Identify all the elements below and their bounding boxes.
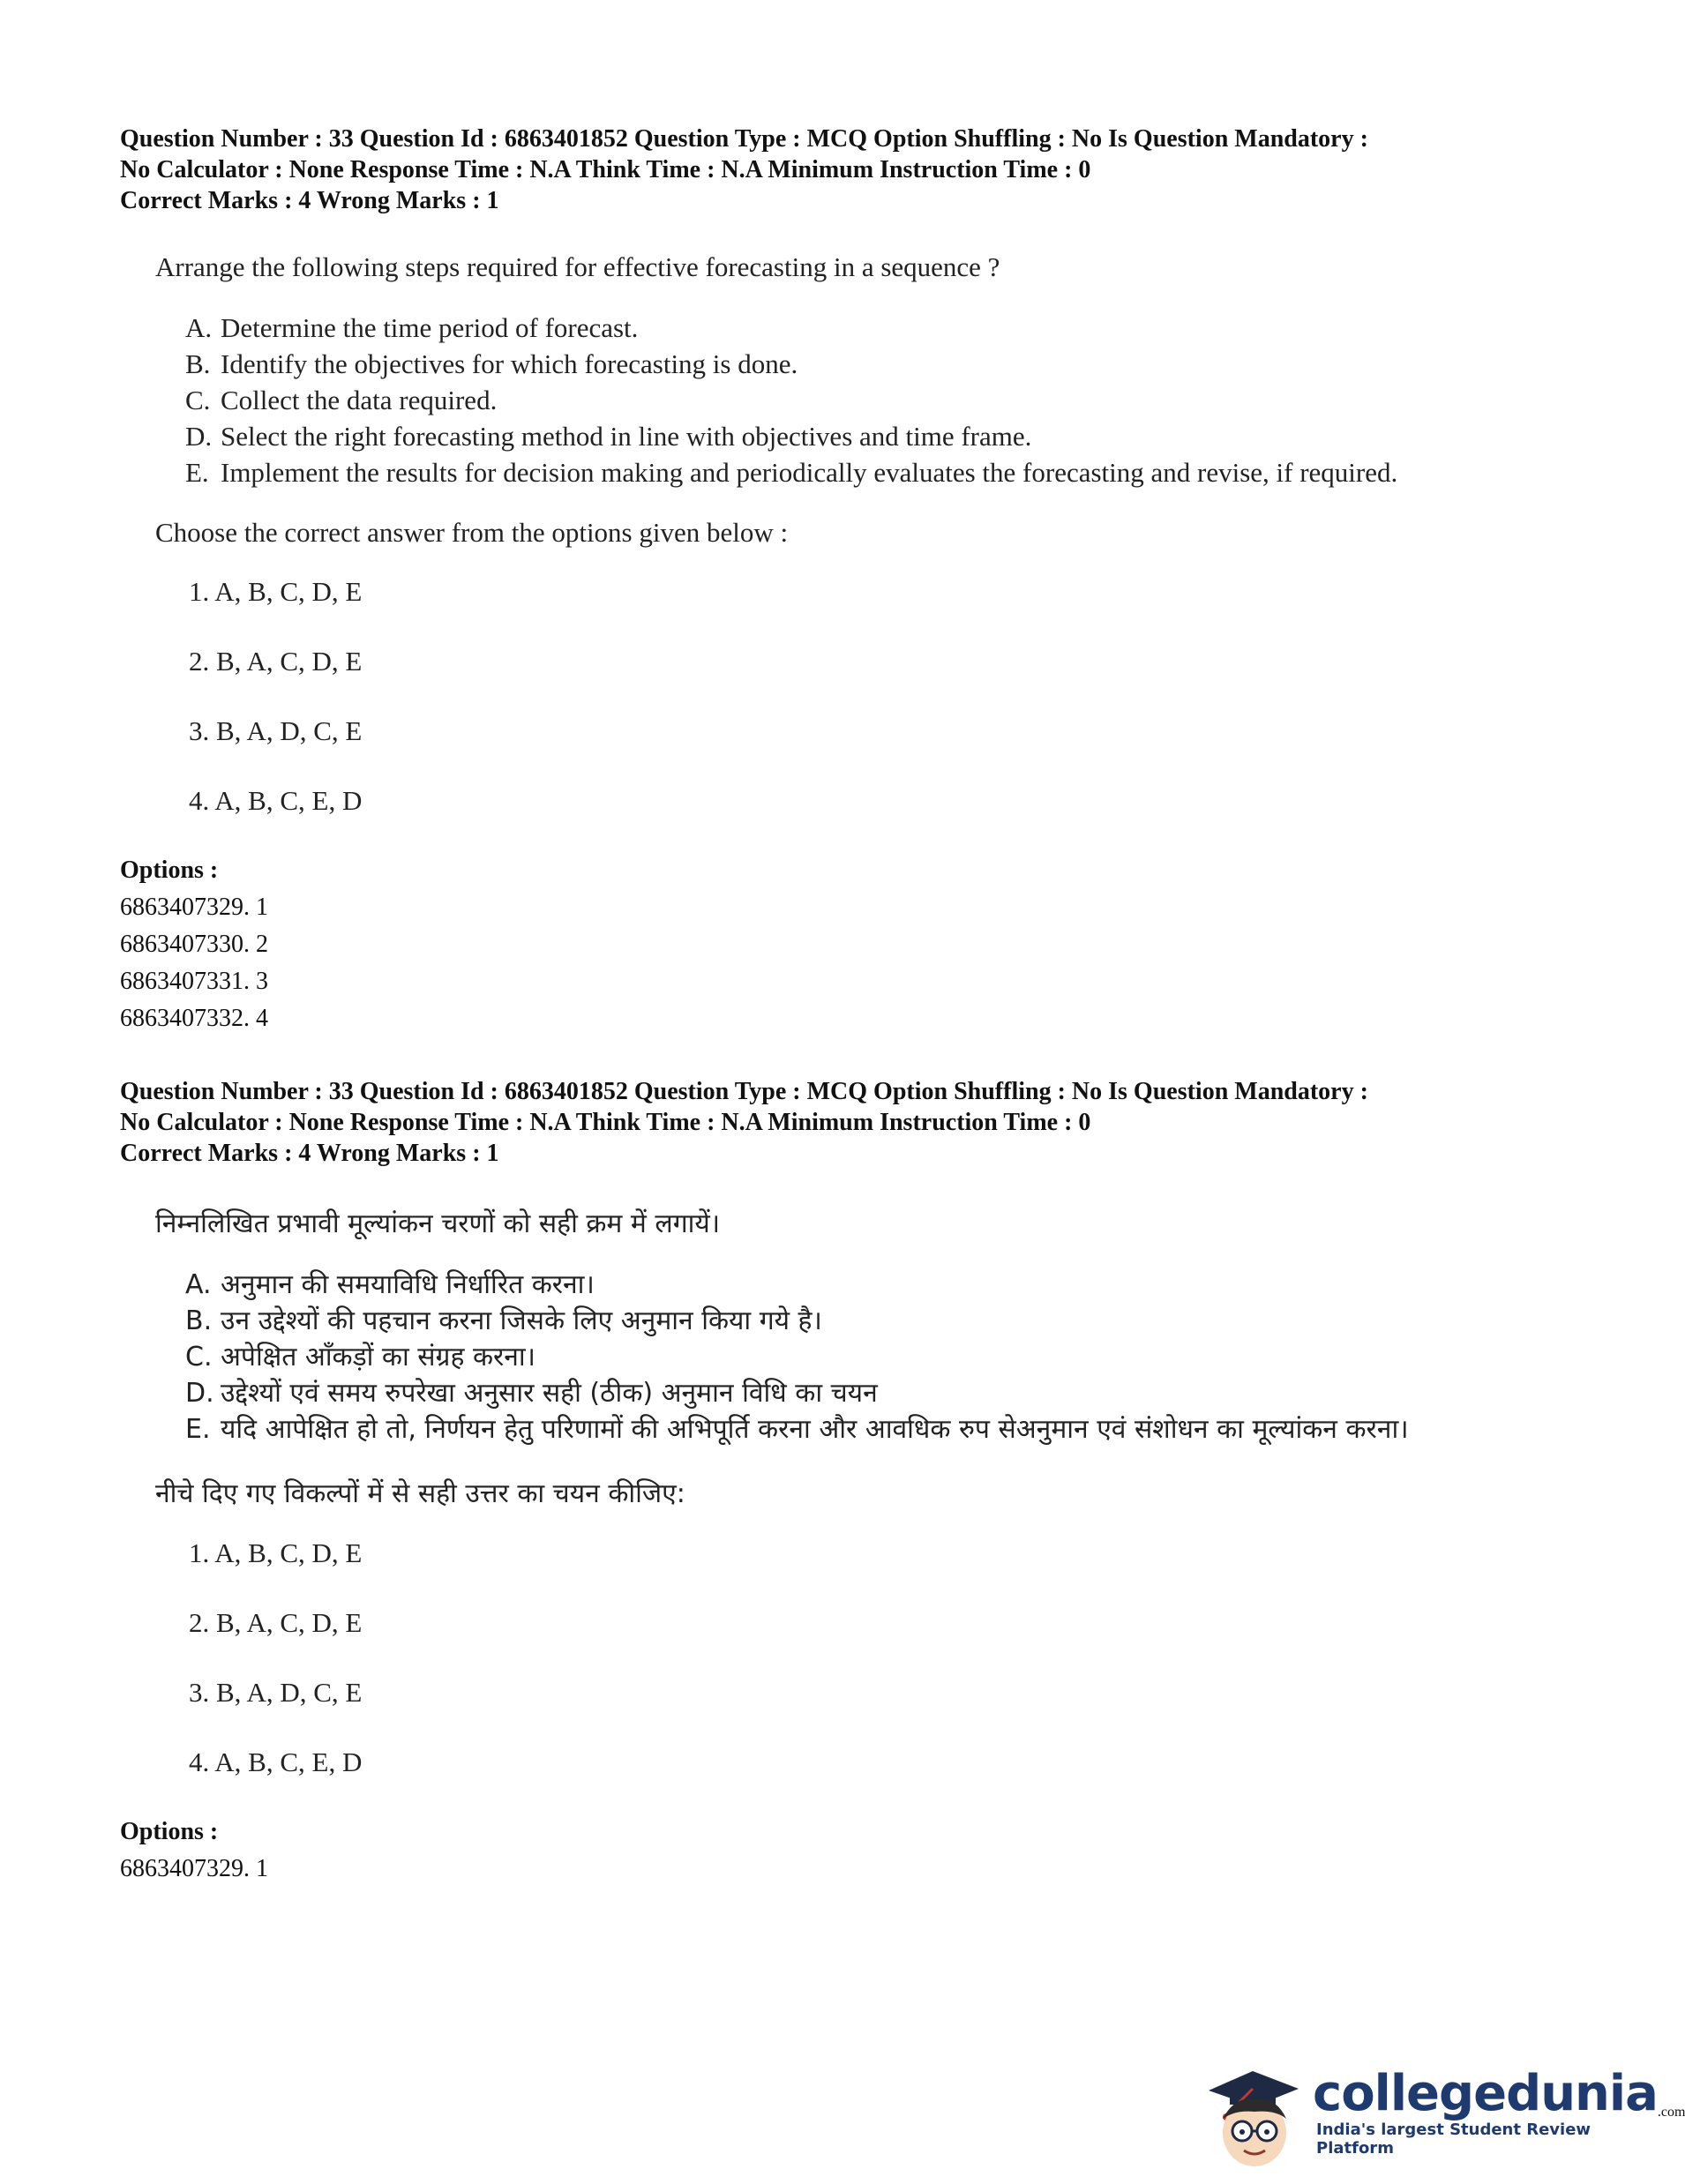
question-header [120,123,1531,216]
answer-choice: 1. A, B, C, D, E [189,1537,363,1568]
step-text: Determine the time period of forecast. [221,312,639,343]
question-body [155,251,1531,819]
step-item [185,1339,1531,1375]
question-block-hindi [120,1076,1531,1884]
step-label: C. [185,385,211,415]
answer-choice: 2. B, A, C, D, E [189,646,363,677]
choose-instruction: नीचे दिए गए विकल्पों में से सही उत्तर का चयन कीजिए: [155,1478,685,1509]
step-text: Identify the objectives for which forecasting is done. [221,348,798,379]
brand-name: collegedunia [1313,2065,1658,2122]
choose-instruction: Choose the correct answer from the options given below : [155,517,789,548]
steps-list [185,310,1531,490]
option-id: 6863407331. 3 [120,968,268,995]
answer-choices [189,573,1531,819]
step-label: B. [185,348,211,379]
question-body [155,1204,1531,1780]
options-list [120,852,1531,1037]
step-item [185,1411,1531,1447]
step-text: उन उद्देश्यों की पहचान करना जिसके लिए अनुमान किया गये है। [221,1305,822,1336]
option-id: 6863407332. 4 [120,1005,268,1032]
step-text: यदि आपेक्षित हो तो, निर्णयन हेतु परिणामों की अभिपूर्ति करना और आवधिक रुप सेअनुमान एवं संशोधन का मूल्यांकन करना। [221,1414,1409,1445]
step-text: Select the right forecasting method in line with objectives and time frame. [221,421,1032,452]
answer-choice: 4. A, B, C, E, D [189,1746,363,1777]
step-item [185,418,1531,454]
step-text: Collect the data required. [221,385,498,415]
mascot-icon [1200,2055,1306,2170]
answer-choice: 1. A, B, C, D, E [189,576,363,607]
step-item [185,346,1531,382]
answer-choice: 4. A, B, C, E, D [189,785,363,816]
collegedunia-logo [1200,2051,1685,2174]
option-id: 6863407329. 1 [120,894,268,921]
question-stem: निम्नलिखित प्रभावी मूल्यांकन चरणों को सही क्रम में लगायें। [155,1208,721,1239]
header-line-2: No Calculator : None Response Time : N.A Think Time : N.A Minimum Instruction Time : 0 [120,156,1091,183]
option-id: 6863407330. 2 [120,931,268,958]
brand-wordmark [1313,2065,1658,2158]
marks-line: Correct Marks : 4 Wrong Marks : 1 [120,187,499,214]
header-line-1: Question Number : 33 Question Id : 6863401852 Question Type : MCQ Option Shuffling : No Is Question Mandatory : [120,125,1368,153]
question-paper [120,123,1531,1884]
step-item [185,1375,1531,1411]
step-label: E. [185,457,209,488]
step-label: A. [185,1269,212,1300]
option-id: 6863407329. 1 [120,1855,268,1882]
step-text: Implement the results for decision making and periodically evaluates the forecasting and revise, if required. [221,457,1398,488]
step-label: A. [185,312,213,343]
step-item [185,454,1531,490]
step-item [185,1303,1531,1339]
steps-list [185,1267,1531,1447]
step-label: E. [185,1414,211,1445]
brand-tagline: India's largest Student Review Platform [1316,2120,1591,2158]
step-text: अपेक्षित आँकड़ों का संग्रह करना। [221,1342,536,1372]
options-list [120,1814,1531,1884]
answer-choice: 3. B, A, D, C, E [189,1677,363,1708]
header-line-2: No Calculator : None Response Time : N.A Think Time : N.A Minimum Instruction Time : 0 [120,1109,1091,1136]
brand-suffix: .com [1657,2105,1685,2120]
step-label: D. [185,421,213,452]
options-title: Options : [120,1818,219,1845]
step-label: B. [185,1305,213,1336]
step-item [185,310,1531,346]
step-label: D. [185,1378,214,1409]
marks-line: Correct Marks : 4 Wrong Marks : 1 [120,1140,499,1167]
step-item [185,1267,1531,1303]
step-item [185,382,1531,418]
question-header [120,1076,1531,1169]
answer-choice: 2. B, A, C, D, E [189,1607,363,1638]
header-line-1: Question Number : 33 Question Id : 6863401852 Question Type : MCQ Option Shuffling : No Is Question Mandatory : [120,1078,1368,1105]
question-block-english [120,123,1531,1037]
answer-choices [189,1535,1531,1780]
options-title: Options : [120,856,219,884]
step-label: C. [185,1342,213,1372]
step-text: अनुमान की समयाविधि निर्धारित करना। [221,1269,595,1300]
answer-choice: 3. B, A, D, C, E [189,715,363,746]
step-text: उद्देश्यों एवं समय रुपरेखा अनुसार सही (ठीक) अनुमान विधि का चयन [221,1378,878,1409]
question-stem: Arrange the following steps required for effective forecasting in a sequence ? [155,251,1000,282]
